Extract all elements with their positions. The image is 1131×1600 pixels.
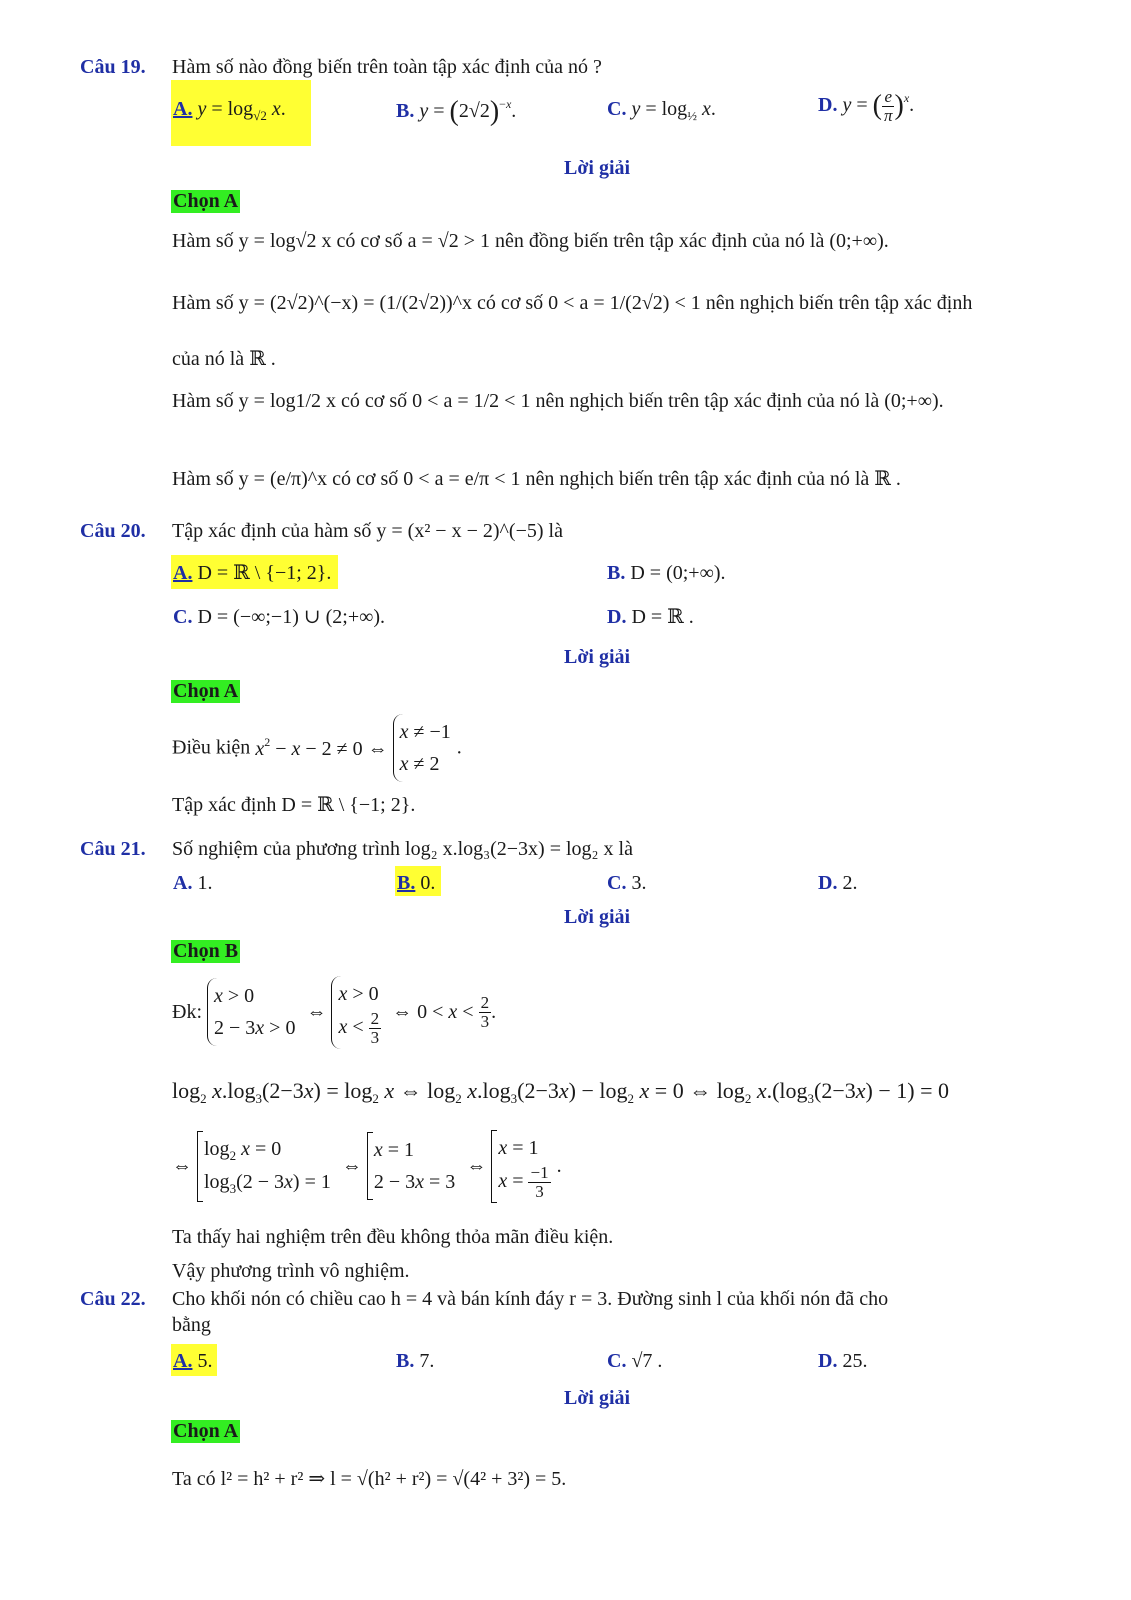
q22-option-c <box>607 1350 662 1373</box>
q20-condition: Điều kiện $x^2 - x - 2 \ne 0$ ⇔ x ≠ −1 x ≠ 2. <box>172 714 462 782</box>
q19-line-4: Hàm số y = log1/2 x có cơ số 0 < a = 1/2 < 1 nên nghịch biến trên tập xác định của nó là (0;+∞). <box>172 390 944 412</box>
q22-question-2: bằng <box>172 1314 211 1336</box>
q21-option-b-letter: B. <box>397 872 416 894</box>
q21-option-c-text: 3. <box>631 872 647 894</box>
q20-option-c <box>173 604 385 629</box>
q20-condition-prefix: Điều kiện <box>172 736 251 759</box>
q19-option-b-letter: B. <box>396 100 415 122</box>
q19-option-a: A. $y = \log_{√2} x$. <box>173 98 286 123</box>
q21-option-a-letter: A. <box>173 872 193 894</box>
q20-domain-line: Tập xác định D = ℝ \ {−1; 2}. <box>172 794 416 816</box>
q20-condition-system: x ≠ −1 x ≠ 2 <box>393 714 457 782</box>
q20-option-a-text: D = ℝ \ {−1; 2}. <box>197 562 332 584</box>
q21-option-b <box>397 872 435 895</box>
q20-option-a <box>173 560 331 585</box>
q19-line-1: Hàm số y = log√2 x có cơ số a = √2 > 1 nên đồng biến trên tập xác định của nó là (0;+∞). <box>172 230 889 252</box>
q19-line-2: Hàm số y = (2√2)^(−x) = (1/(2√2))^x có cơ số 0 < a = 1/(2√2) < 1 nên nghịch biến trên tập xác định <box>172 292 973 314</box>
q22-option-a-text: 5. <box>197 1350 213 1372</box>
q20-option-b-letter: B. <box>607 562 626 584</box>
q22-question-1: Cho khối nón có chiều cao h = 4 và bán kính đáy r = 3. Đường sinh l của khối nón đã cho <box>172 1288 889 1310</box>
q20-option-d-text: D = ℝ . <box>631 606 694 628</box>
q21-option-c-letter: C. <box>607 872 627 894</box>
q21-option-d-text: 2. <box>842 872 858 894</box>
q21-choice: Chọn B <box>173 940 239 962</box>
q19-solution-title: Lời giải <box>564 157 631 179</box>
q22-option-d <box>818 1350 867 1373</box>
q21-line-b: Vậy phương trình vô nghiệm. <box>172 1260 410 1282</box>
q20-option-d-letter: D. <box>607 606 627 628</box>
q20-option-b-text: D = (0;+∞). <box>630 562 726 584</box>
q20-question: Tập xác định của hàm số y = (x² − x − 2)^(−5) là <box>172 520 563 542</box>
q19-label: Câu 19. <box>80 56 146 78</box>
q22-option-b <box>396 1350 434 1373</box>
q19-option-a-letter: A. <box>173 98 193 120</box>
q19-option-c-letter: C. <box>607 98 627 120</box>
q19-option-c: C. $y = \log_{\frac{1}{2}} x$. <box>607 98 716 123</box>
q20-option-b <box>607 562 725 585</box>
q22-solution-title: Lời giải <box>564 1387 631 1409</box>
q19-option-b: B. $y = (2√2)^{-x}$. <box>396 96 517 127</box>
q19-option-d-letter: D. <box>818 93 838 116</box>
q22-final: Ta có l² = h² + r² ⇒ l = √(h² + r²) = √(4² + 3²) = 5. <box>172 1468 567 1490</box>
q21-dk: Đk: <box>172 1000 202 1023</box>
q20-label: Câu 20. <box>80 520 146 542</box>
q21-solution-title: Lời giải <box>564 906 631 928</box>
q19-line-3: của nó là ℝ . <box>172 348 276 370</box>
q21-line-a: Ta thấy hai nghiệm trên đều không thỏa mãn điều kiện. <box>172 1226 614 1248</box>
q21-option-a-text: 1. <box>197 872 213 894</box>
q20-option-c-text: D = (−∞;−1) ∪ (2;+∞). <box>197 606 386 628</box>
q21-condition: Đk: x > 0 2 − 3x > 0 ⇔ x > 0 x < $\frac{2}{3}$ ⇔ 0 < x < $\frac{2}{3}$ . <box>172 976 496 1049</box>
q21-equation-1: $\log_2 x.\log_3(2-3x) = \log_2 x$ ⇔ $\log_2 x.\log_3(2-3x) - \log_2 x = 0$ ⇔ $\log_2 x.(\log_3(2-3x) - 1) = 0$ <box>172 1078 949 1106</box>
q22-label: Câu 22. <box>80 1288 146 1310</box>
q20-option-d <box>607 604 694 629</box>
q20-option-c-letter: C. <box>173 606 193 628</box>
q20-solution-title: Lời giải <box>564 646 631 668</box>
q19-line-5: Hàm số y = (e/π)^x có cơ số 0 < a = e/π < 1 nên nghịch biến trên tập xác định của nó là ℝ . <box>172 468 901 490</box>
q21-option-c <box>607 872 646 895</box>
q22-option-d-text: 25. <box>842 1350 868 1372</box>
q21-equation-2: ⇔ $\log_2 x = 0$ $\log_3(2 - 3x) = 1$ ⇔ x = 1 2 − 3x = 3 ⇔ x = 1 x = $\frac{-1}{3}$ . <box>172 1130 562 1203</box>
q21-question: Số nghiệm của phương trình log₂ x.log₃(2−3x) = log₂ x là <box>172 838 633 860</box>
q22-option-c-text: √7 . <box>631 1350 663 1372</box>
q22-option-a-letter: A. <box>173 1350 193 1372</box>
q22-choice: Chọn A <box>173 1420 239 1442</box>
q19-choice: Chọn A <box>173 190 239 212</box>
q22-option-b-letter: B. <box>396 1350 415 1372</box>
q20-option-a-letter: A. <box>173 562 193 584</box>
q22-option-a <box>173 1350 212 1373</box>
q19-option-d: D. y = ( $\frac{e}{\pi}$ )$^x$. <box>818 87 915 125</box>
q21-label: Câu 21. <box>80 838 146 860</box>
q22-option-c-letter: C. <box>607 1350 627 1372</box>
q20-choice: Chọn A <box>173 680 239 702</box>
q22-option-d-letter: D. <box>818 1350 838 1372</box>
q19-question: Hàm số nào đồng biến trên toàn tập xác định của nó ? <box>172 56 602 78</box>
q21-option-d <box>818 872 857 895</box>
q21-option-b-text: 0. <box>420 872 436 894</box>
q21-option-a <box>173 872 212 895</box>
q22-option-b-text: 7. <box>419 1350 435 1372</box>
q21-option-d-letter: D. <box>818 872 838 894</box>
